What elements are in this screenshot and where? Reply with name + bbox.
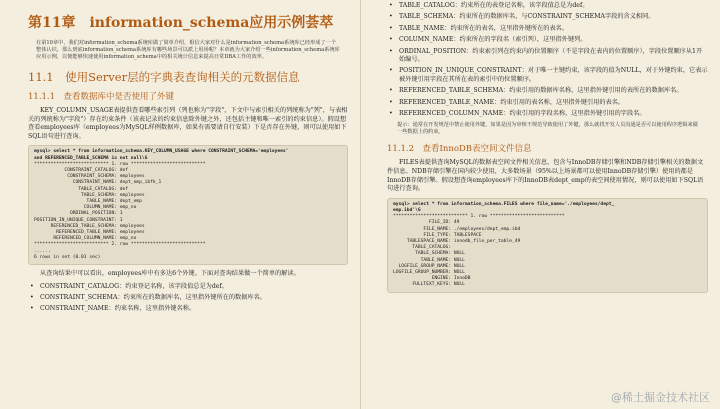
list-item-text: REFERENCED_COLUMN_NAME：约束引用的字段名称，这里指外键引用的字段名。	[399, 110, 646, 118]
code-line: REFERENCED_TABLE_SCHEMA: employees	[34, 223, 145, 229]
list-item-text: CONSTRAINT_NAME：约束名称，这里指外键名称。	[40, 305, 196, 313]
list-item	[387, 25, 708, 33]
section-title: 11.1 使用Server层的字典表查询相关的元数据信息	[28, 70, 300, 84]
bullet-icon: •	[389, 47, 393, 55]
code-block	[28, 145, 348, 265]
code-line: POSITION_IN_UNIQUE_CONSTRAINT: 1	[34, 217, 123, 223]
code-line: CONSTRAINT_CATALOG: def	[34, 167, 129, 173]
bullet-icon: •	[389, 87, 393, 95]
bullet-list	[28, 283, 348, 314]
list-item-text: REFERENCED_TABLE_SCHEMA：约束引用的数据库名称，这里指外键引用的表所在的数据库名。	[399, 87, 683, 95]
code-line: mysql> select * from information_schema.KEY_COLUMN_USAGE where CONSTRAINT_SCHEMA='employees'	[34, 149, 289, 155]
code-line: COLUMN_NAME: emp_no	[34, 205, 137, 211]
chapter-title: 第11章 information_schema应用示例荟萃	[28, 15, 334, 31]
code-line: LOGFILE_GROUP_NAME: NULL	[393, 263, 465, 269]
code-line: FULLTEXT_KEYS: NULL	[393, 282, 465, 288]
code-line: FILE_TYPE: TABLESPACE	[393, 232, 482, 238]
code-line: ENGINE: InnoDB	[393, 276, 471, 282]
bullet-icon: •	[30, 294, 34, 302]
bullet-icon: •	[389, 67, 393, 75]
watermark: @稀土掘金技术社区	[611, 391, 710, 404]
bullet-icon: •	[30, 282, 34, 290]
paragraph: 从查询结果中可以看出，employees库中有多达6个外键。下面对查询结果做一个简单的解读。	[40, 270, 300, 278]
list-item	[387, 110, 708, 118]
list-item	[387, 87, 708, 95]
code-line: TABLESPACE_NAME: innodb_file_per_table_49	[393, 239, 521, 245]
list-item-text: ORDINAL_POSITION：约束索引列在约束内的位置顺序（不是字段在表内的位置顺序），字段位置顺序从1开始编号。	[399, 47, 703, 64]
code-line: TABLE_CATALOG: def	[34, 186, 129, 192]
list-item-text: CONSTRAINT_CATALOG：约束登记名称，该字段值总是为def。	[40, 282, 228, 290]
code-line: REFERENCED_TABLE_NAME: employees	[34, 230, 145, 236]
list-item	[28, 294, 348, 302]
list-item	[28, 305, 348, 313]
list-item-text: POSITION_IN_UNIQUE_CONSTRAINT：对于唯一主键约束，该字段的值为NULL，对于外键约束，它表示被外键引用字段在其所在表的索引中的位置顺序。	[399, 67, 708, 83]
right-page	[360, 0, 720, 409]
list-item-text: COLUMN_NAME：约束所在的字段名（索引列），这里指外键列。	[399, 36, 587, 44]
bullet-icon: •	[389, 24, 393, 32]
code-line: TABLE_NAME: dept_emp	[34, 199, 142, 204]
list-item	[387, 13, 708, 21]
subsection-title: 11.1.2 查看InnoDB表空间文件信息	[387, 144, 532, 155]
chapter-intro: 在第10章中，我们对information_schema系统库做了简单介绍，相信大家对什么是information_schema系统库已经形成了一个整体认识，那么到底information_schema系统库有哪些场景可以派上用场呢？本章就为大家介绍一些information_schema系统库应用示例，以便能够快速使用information_schema中的相关统计信息来提高日常DBA工作的效率。	[36, 40, 340, 60]
code-line: CONSTRAINT_SCHEMA: employees	[34, 174, 145, 180]
list-item	[387, 48, 708, 65]
bullet-icon: •	[389, 98, 393, 106]
code-line: TABLE_SCHEMA: employees	[34, 192, 145, 198]
code-line: and REFERENCED_TABLE_SCHEMA is not null\G	[34, 155, 148, 161]
list-item	[387, 2, 708, 10]
bullet-list	[387, 2, 708, 118]
code-line: ......	[34, 248, 51, 254]
code-line: 6 rows in set (0.01 sec)	[34, 254, 101, 260]
bullet-icon: •	[389, 36, 393, 44]
code-line: LOGFILE_GROUP_NUMBER: NULL	[393, 270, 465, 276]
code-line: TABLE_NAME: NULL	[393, 257, 465, 263]
code-line: REFERENCED_COLUMN_NAME: emp_no	[34, 236, 137, 242]
code-line: FILE_NAME: ./employees/dept_emp.ibd	[393, 226, 521, 232]
code-line: TABLE_SCHEMA: NULL	[393, 251, 465, 257]
code-line: ORDINAL_POSITION: 1	[34, 211, 123, 217]
code-line: emp.ibd'\G	[393, 208, 421, 214]
subsection-title: 11.1.1 查看数据库中是否使用了外键	[28, 92, 175, 102]
list-item	[387, 67, 708, 84]
paragraph: FILES表提供查询MySQL的数据表空间文件相关信息，包含与InnoDB存储引擎和NDB存储引擎相关的数据文件信息。NDB存储引擎在国内较少使用，大多数场景（95%以上场景都可以使用InnoDB存储引擎）使用的都是InnoDB存储引擎。假设想查询employees库下的InnoDB表dept_emp的表空间使用情况，则可以使用如下SQL语句进行查询。	[387, 159, 704, 193]
list-item	[387, 36, 708, 44]
paragraph: KEY_COLUMN_USAGE表提供查看哪些索引列（列也称为"字段"，下文中与索引相关的列统称为"列"，与表相关的列统称为"字段"）存在约束条件（该表记录的约束信息除外键之外，还包括主键和唯一索引的约束信息）。假设想查看employees库（employees为MySQL样例数据库，如果有需要请自行安装）下是否存在外键，则可以使用如下SQL语句进行查询。	[28, 107, 348, 140]
list-item-text: TABLE_SCHEMA：约束所在的数据库名，与CONSTRAINT_SCHEMA字段的含义相同。	[399, 13, 655, 21]
code-line: *************************** 1. row ***************************	[393, 214, 565, 220]
list-item	[387, 99, 708, 107]
bullet-icon: •	[389, 2, 393, 9]
code-line: mysql> select * from information_schema.FILES where file_name='./employees/dept_	[393, 201, 615, 207]
bullet-icon: •	[389, 110, 393, 118]
code-line: *************************** 1. row ***************************	[34, 161, 206, 167]
list-item-text: CONSTRAINT_SCHEMA：约束所在的数据库名，这里指外键所在的数据库名。	[40, 294, 266, 302]
tip-note: 提示：通常在开发规范中禁止使用外键，如果是因为审核不规范导致使用了外键，那么就找开发人员沟通是否可以使用程序逻辑来做一些数据上的约束。	[397, 122, 698, 136]
list-item-text: TABLE_CATALOG：约束所在的表登记名称，该字段值总是为def。	[399, 2, 589, 9]
code-line: FILE_ID: 49	[393, 220, 460, 226]
code-line: TABLE_CATALOG:	[393, 245, 452, 251]
bullet-icon: •	[30, 305, 34, 313]
bullet-icon: •	[389, 13, 393, 21]
code-block	[387, 198, 708, 293]
list-item-text: TABLE_NAME：约束所在的表名，这里指外键所在的表名。	[399, 24, 569, 32]
list-item	[28, 283, 348, 291]
code-line: CONSTRAINT_NAME: dept_emp_ibfk_1	[34, 180, 162, 186]
list-item-text: REFERENCED_TABLE_NAME：约束引用的表名称，这里指外键引用的表名。	[399, 98, 625, 106]
code-line: *************************** 2. row ***************************	[34, 242, 206, 248]
